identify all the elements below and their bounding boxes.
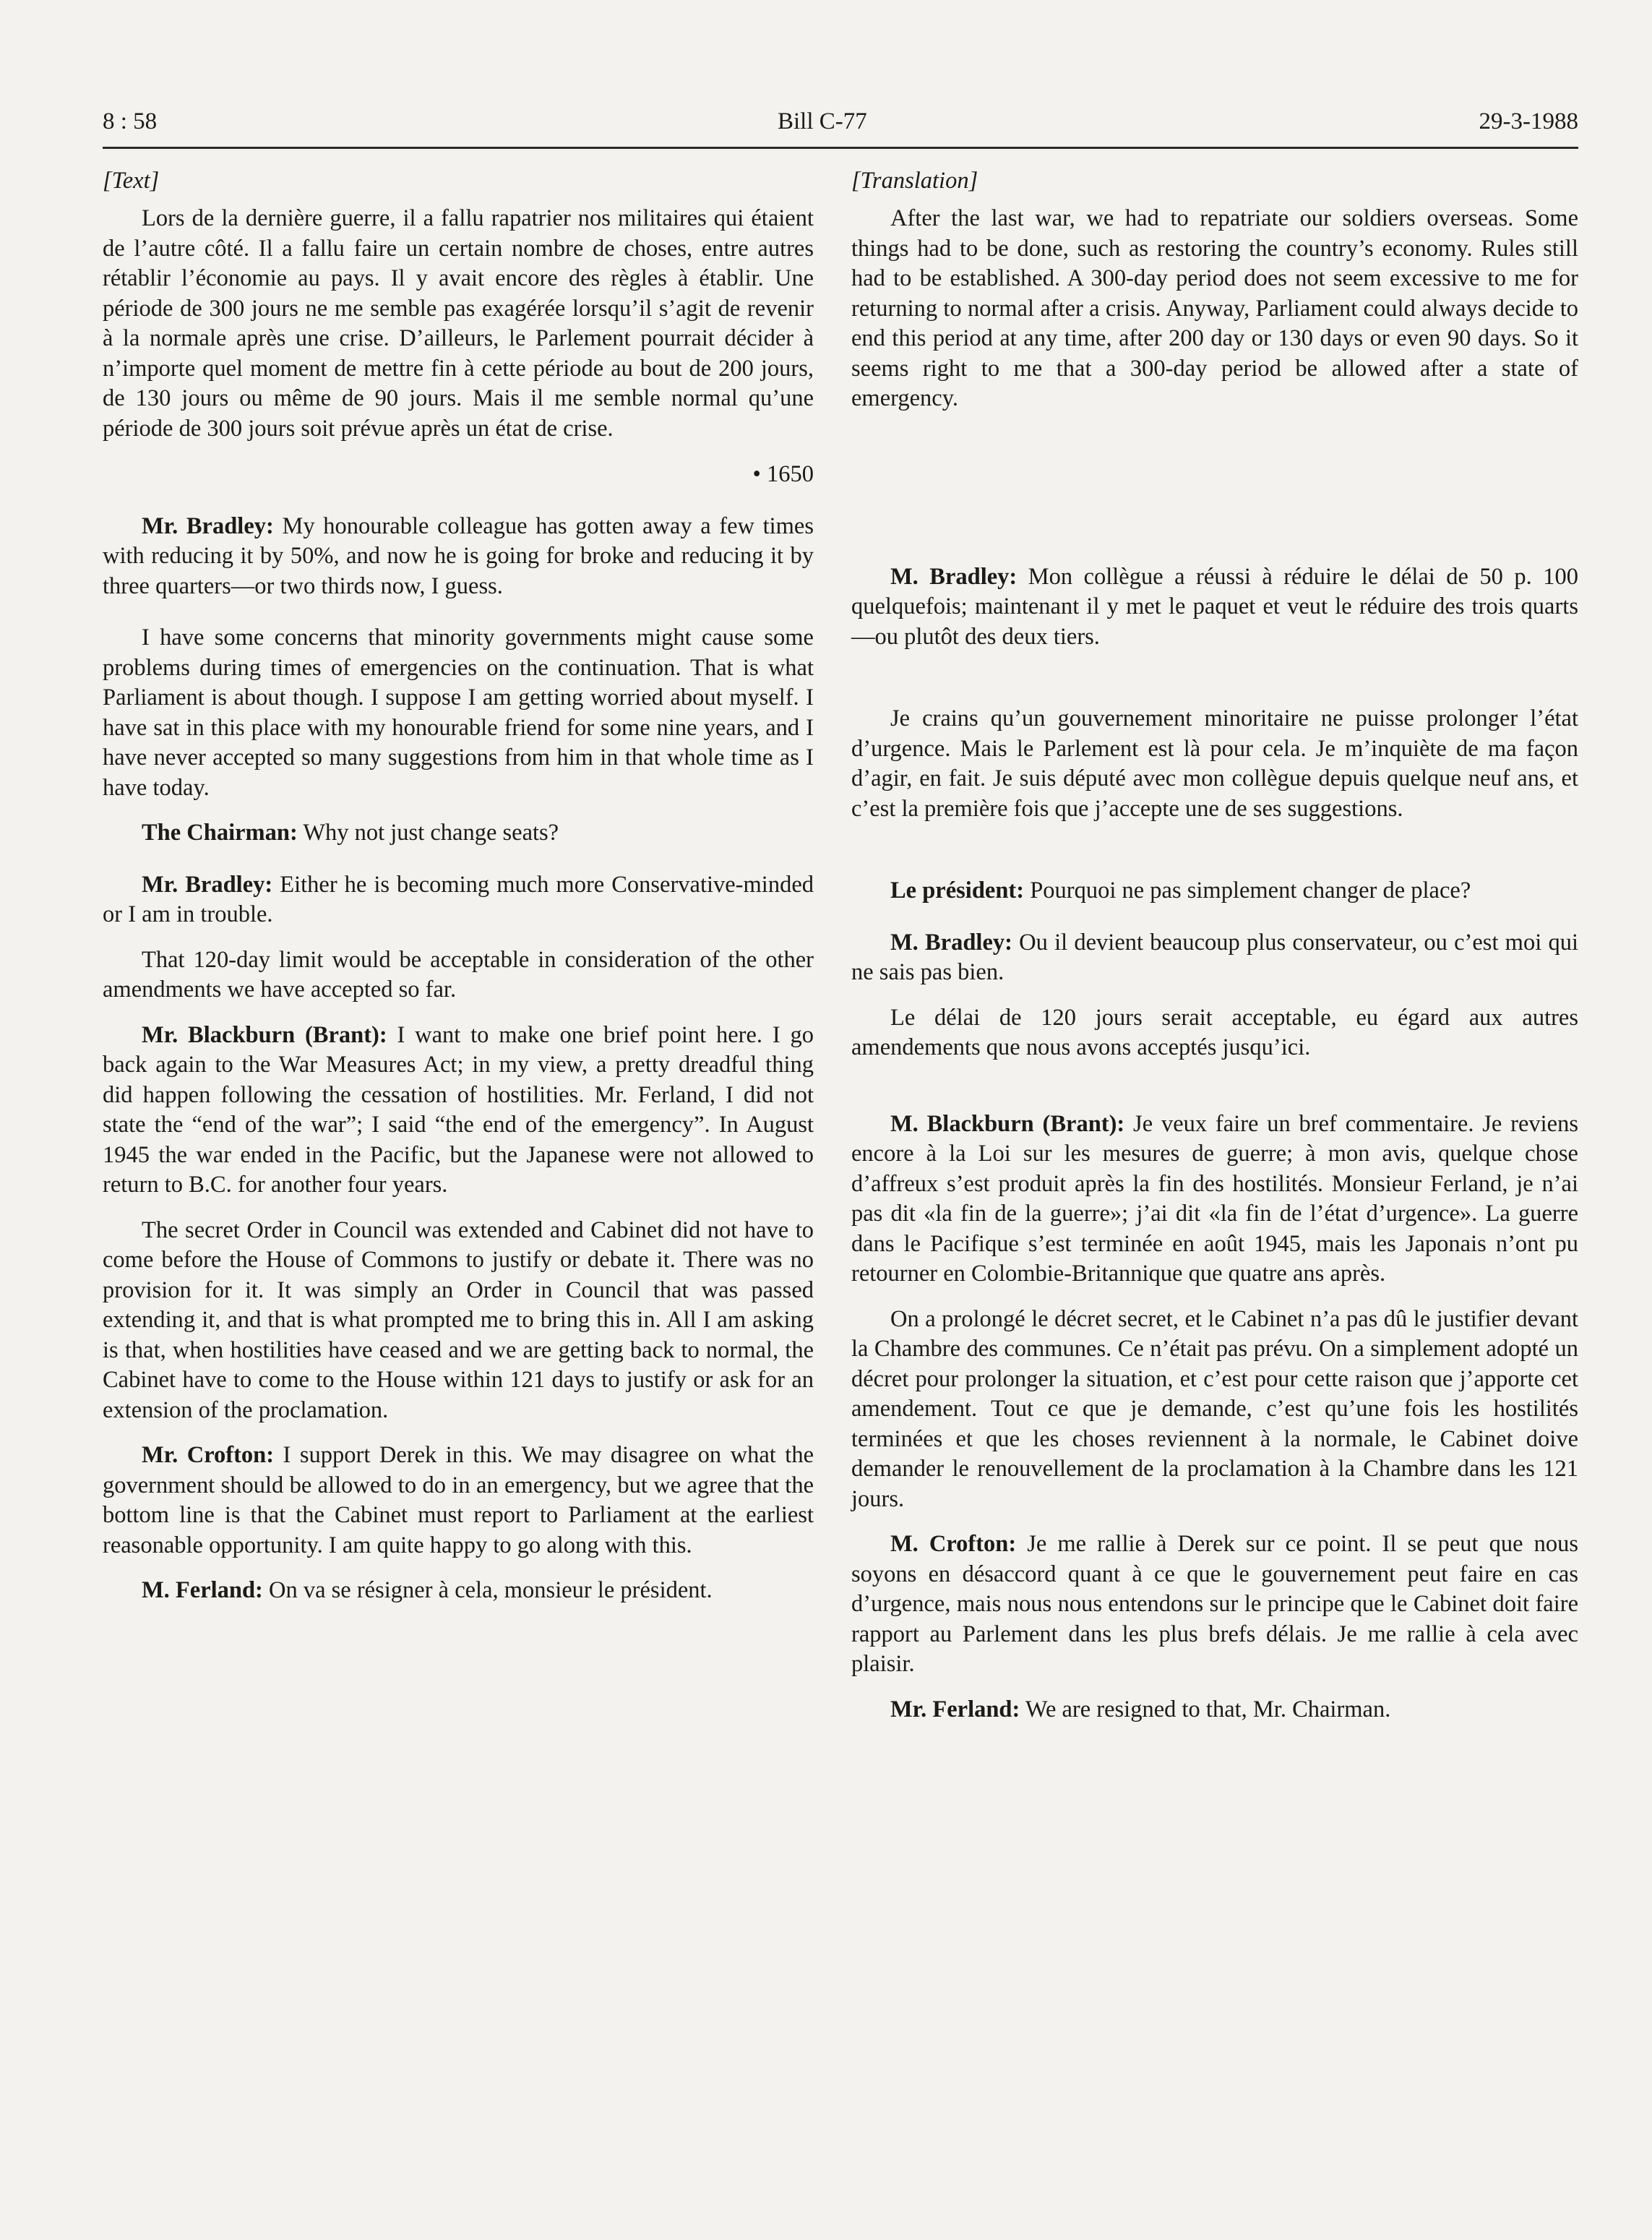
paragraph-text: On va se résigner à cela, monsieur le président. bbox=[262, 1577, 713, 1603]
paragraph-text: On a prolongé le décret secret, et le Cabinet n’a pas dû le justifier devant la Chambre des communes. Ce n’était pas prévu. On a simplement adopté un décret pour prolonger la situation, et c’est pour cette raison que j’apporte cet amendement. Tout ce que je demande, c’est qu’une fois les hostilités terminées et que les choses reviennent à la normale, le Cabinet doive demander le renouvellement de la proclamation à la Chambre dans les 121 jours. bbox=[851, 1305, 1578, 1512]
paragraph bbox=[103, 204, 814, 444]
paragraph-text: I have some concerns that minority governments might cause some problems during times of emergencies on the continuation. That is what Parliament is about though. I suppose I am getting worried about myself. I have sat in this place with my honourable friend for some nine years, and I have never accepted so many suggestions from him in that whole time as I have today. bbox=[103, 625, 814, 801]
page-header bbox=[103, 108, 1578, 146]
paragraph-text: After the last war, we had to repatriate our soldiers overseas. Some things had to be done, such as restoring the country’s economy. Rules still had to be established. A 300-day period does not seem excessive to me for returning to normal after a crisis. Anyway, Parliament could always decide to end this period at any time, after 200 day or 130 days or even 90 days. So it seems right to me that a 300-day period be allowed after a state of emergency. bbox=[851, 205, 1578, 411]
paragraph-text: My honourable colleague has gotten away a few times with reducing it by 50%, and now he is going for broke and reducing it by three quarters—or two thirds now, I guess. bbox=[103, 512, 814, 599]
paragraph-text: The secret Order in Council was extended and Cabinet did not have to come before the House of Commons to justify or debate it. There was no provision for it. It was simply an Order in Council that was passed extending it, and that is what prompted me to bring this in. All I am asking is that, when hostilities have ceased and we are getting back to normal, the Cabinet have to come to the House within 121 days to justify or ask for an extension of the proclamation. bbox=[103, 1216, 814, 1423]
timestamp: • 1650 bbox=[752, 461, 814, 487]
speaker-name: The Chairman: bbox=[142, 820, 298, 846]
paragraph bbox=[851, 1305, 1578, 1515]
speaker-name: Mr. Bradley: bbox=[142, 512, 274, 539]
paragraph bbox=[103, 1021, 814, 1201]
paragraph-text: I support Derek in this. We may disagree on what the government should be allowed to do in an emergency, but we agree that the bottom line is that the Cabinet must report to Parliament at the earliest reasonable opportunity. I am quite happy to go along with this. bbox=[103, 1442, 814, 1558]
page-date: 29-3-1988 bbox=[1479, 108, 1578, 134]
paragraph bbox=[851, 562, 1578, 653]
header-rule bbox=[103, 147, 1578, 149]
paragraph-text: Je me rallie à Derek sur ce point. Il se peut que nous soyons en désaccord quant à ce que le gouvernement peut faire en cas d’urgence, mais nous nous entendons sur le principe que le Cabinet doit faire rapport au Parlement dans les plus brefs délais. Je me rallie à cela avec plaisir. bbox=[851, 1531, 1578, 1677]
paragraph bbox=[103, 1216, 814, 1426]
paragraph bbox=[103, 623, 814, 803]
page-number: 8 : 58 bbox=[103, 108, 158, 134]
paragraph bbox=[103, 870, 814, 930]
paragraph bbox=[851, 876, 1578, 906]
speaker-name: Mr. Bradley: bbox=[142, 871, 273, 898]
paragraph bbox=[103, 1576, 814, 1606]
column-label-text: [Text] bbox=[103, 168, 160, 194]
paragraph bbox=[851, 1529, 1578, 1680]
speaker-name: Mr. Crofton: bbox=[142, 1442, 275, 1468]
bill-title: Bill C-77 bbox=[778, 108, 867, 134]
paragraph-text: Either he is becoming much more Conservative-minded or I am in trouble. bbox=[103, 871, 814, 927]
paragraph-text: Why not just change seats? bbox=[297, 820, 559, 846]
speaker-name: M. Bradley: bbox=[890, 563, 1018, 590]
left-column bbox=[103, 166, 814, 1606]
speaker-name: Mr. Ferland: bbox=[890, 1696, 1020, 1722]
paragraph bbox=[103, 1441, 814, 1561]
paragraph bbox=[851, 204, 1578, 414]
paragraph bbox=[103, 818, 814, 849]
paragraph-text: That 120-day limit would be acceptable in consideration of the other amendments we have accepted so far. bbox=[103, 946, 814, 1003]
paragraph-text: Je crains qu’un gouvernement minoritaire ne puisse prolonger l’état d’urgence. Mais le Parlement est là pour cela. Je m’inquiète de ma façon d’agir, en fait. Je suis député avec mon collègue depuis quelque neuf ans, et c’est la première fois que j’accepte une de ses suggestions. bbox=[851, 705, 1578, 822]
paragraph-text: Mon collègue a réussi à réduire le délai de 50 p. 100 quelquefois; maintenant il y met le paquet et veut le réduire des trois quarts—ou plutôt des deux tiers. bbox=[851, 563, 1578, 650]
paragraph-text: Le délai de 120 jours serait acceptable, eu égard aux autres amendements que nous avons acceptés jusqu’ici. bbox=[851, 1004, 1578, 1060]
speaker-name: Mr. Blackburn (Brant): bbox=[142, 1021, 387, 1048]
speaker-name: M. Bradley: bbox=[890, 929, 1012, 956]
paragraph-text: Ou il devient beaucoup plus conservateur, ou c’est moi qui ne sais pas bien. bbox=[851, 929, 1578, 985]
speaker-name: Le président: bbox=[890, 877, 1025, 904]
speaker-name: M. Crofton: bbox=[890, 1531, 1017, 1557]
speaker-name: M. Blackburn (Brant): bbox=[890, 1110, 1125, 1137]
paragraph-text: Pourquoi ne pas simplement changer de place? bbox=[1024, 877, 1471, 904]
paragraph-text: I want to make one brief point here. I go back again to the War Measures Act; in my view, a pretty dreadful thing did happen following the cessation of hostilities. Mr. Ferland, I did not state the “end of the war”; I said “the end of the emergency”. In August 1945 the war ended in the Pacific, but the Japanese were not allowed to return to B.C. for another four years. bbox=[103, 1021, 814, 1198]
paragraph-text: Lors de la dernière guerre, il a fallu rapatrier nos militaires qui étaient de l’autre côté. Il a fallu faire un certain nombre de choses, entre autres rétablir l’économie au pays. Il y avait encore des règles à établir. Une période de 300 jours ne me semble pas exagérée lorsqu’il s’agit de revenir à la normale après une crise. D’ailleurs, le Parlement pourrait décider à n’importe quel moment de mettre fin à cette période au bout de 200 jours, de 130 jours ou même de 90 jours. Mais il me semble normal qu’une période de 300 jours soit prévue après un état de crise. bbox=[103, 205, 814, 442]
paragraph-text: Je veux faire un bref commentaire. Je reviens encore à la Loi sur les mesures de guerre; à mon avis, quelque chose d’affreux s’est produit après la fin des hostilités. Monsieur Ferland, je n’ai pas dit «la fin de la guerre»; j’ai dit «la fin de l’état d’urgence». La guerre dans le Pacifique s’est terminée en août 1945, mais les Japonais n’ont pu retourner en Colombie-Britannique que quatre ans après. bbox=[851, 1110, 1578, 1287]
column-label-translation: [Translation] bbox=[851, 168, 978, 194]
paragraph bbox=[851, 928, 1578, 988]
paragraph bbox=[851, 1695, 1578, 1725]
paragraph bbox=[851, 1110, 1578, 1289]
paragraph bbox=[851, 704, 1578, 824]
paragraph bbox=[103, 512, 814, 602]
speaker-name: M. Ferland: bbox=[142, 1577, 263, 1603]
paragraph bbox=[103, 945, 814, 1005]
right-column bbox=[851, 166, 1578, 1725]
paragraph-text: We are resigned to that, Mr. Chairman. bbox=[1020, 1696, 1391, 1722]
paragraph bbox=[851, 1003, 1578, 1063]
